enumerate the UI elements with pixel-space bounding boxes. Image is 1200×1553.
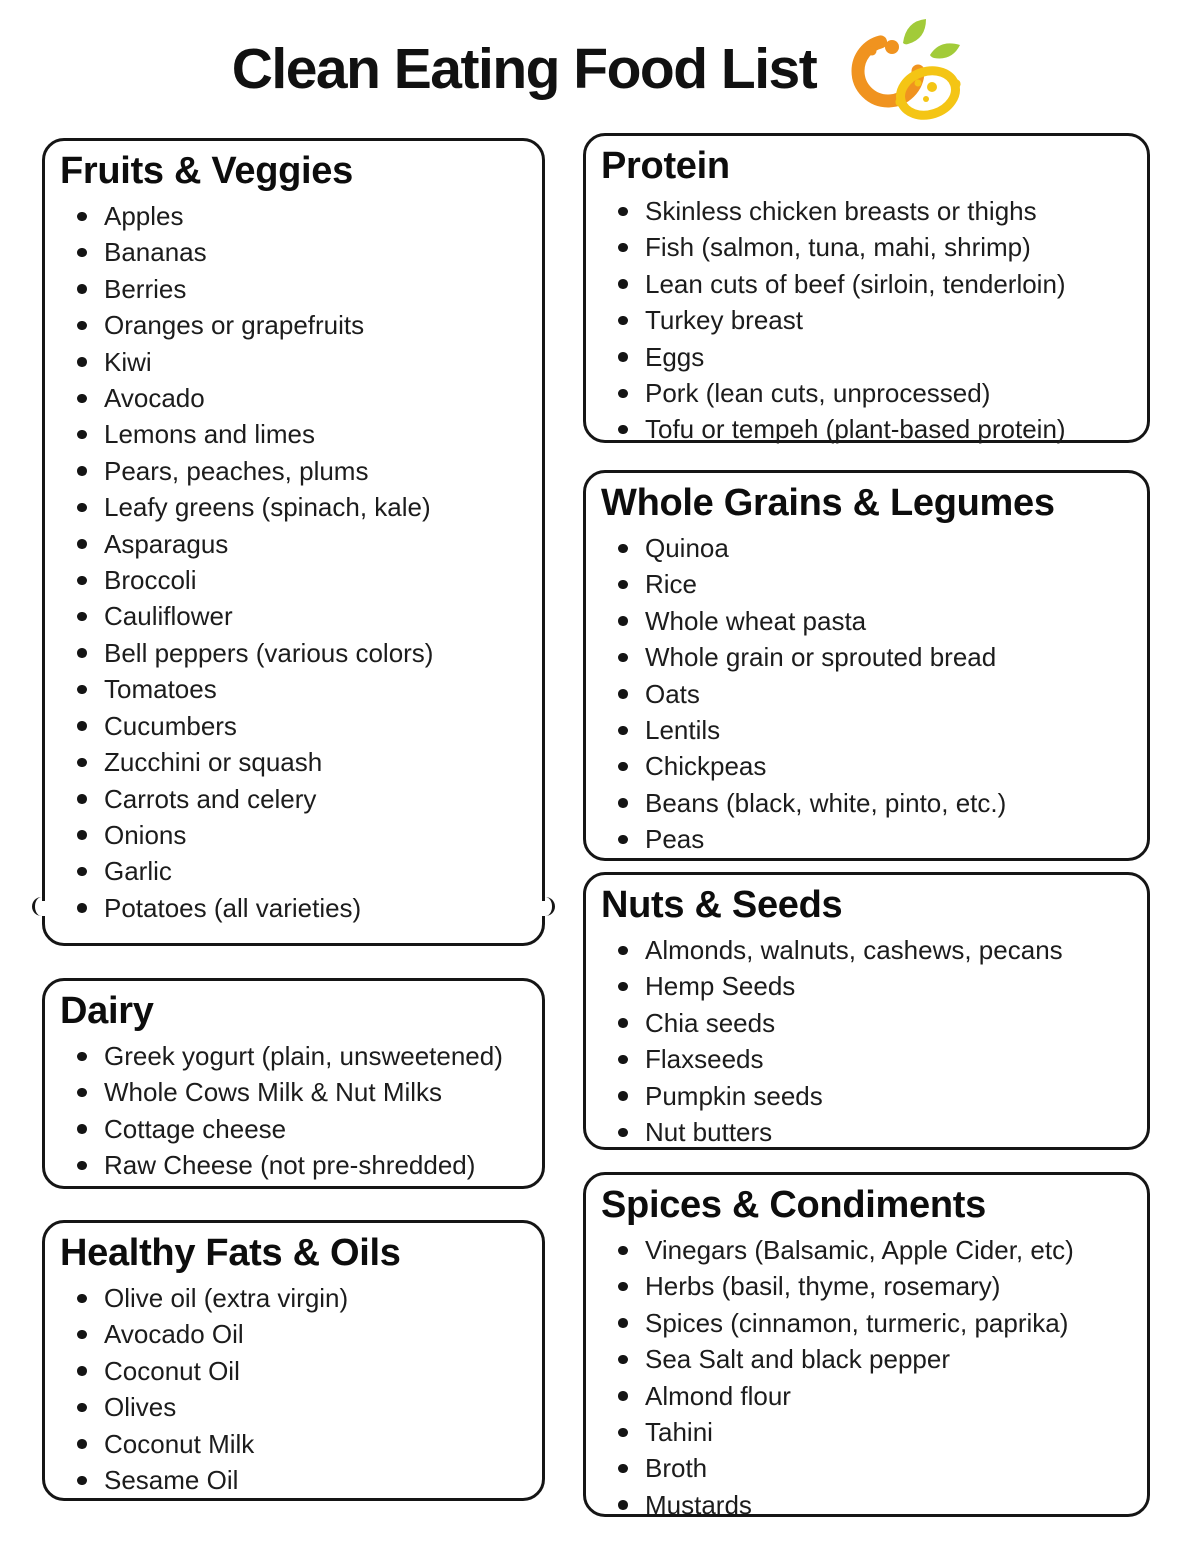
list-item: Onions bbox=[45, 817, 542, 853]
border-seam bbox=[32, 897, 46, 916]
food-list bbox=[586, 193, 1147, 448]
section-title: Fruits & Veggies bbox=[60, 150, 353, 192]
list-item: Chickpeas bbox=[586, 748, 1147, 784]
food-list bbox=[586, 1232, 1147, 1523]
orange-dot bbox=[885, 40, 899, 54]
list-item: Cucumbers bbox=[45, 708, 542, 744]
header bbox=[0, 14, 1200, 124]
food-list bbox=[586, 932, 1147, 1150]
lemon-dot bbox=[915, 80, 922, 87]
list-item: Oats bbox=[586, 676, 1147, 712]
list-item: Cottage cheese bbox=[45, 1111, 542, 1147]
list-item: Olives bbox=[45, 1389, 542, 1425]
list-item: Sea Salt and black pepper bbox=[586, 1341, 1147, 1377]
list-item: Lemons and limes bbox=[45, 416, 542, 452]
list-item: Hemp Seeds bbox=[586, 968, 1147, 1004]
list-item: Asparagus bbox=[45, 526, 542, 562]
list-item: Coconut Milk bbox=[45, 1426, 542, 1462]
list-item: Leafy greens (spinach, kale) bbox=[45, 489, 542, 525]
list-item: Coconut Oil bbox=[45, 1353, 542, 1389]
list-item: Oranges or grapefruits bbox=[45, 307, 542, 343]
section-title: Dairy bbox=[60, 990, 154, 1032]
list-item: Avocado bbox=[45, 380, 542, 416]
list-item: Cauliflower bbox=[45, 598, 542, 634]
list-item: Avocado Oil bbox=[45, 1316, 542, 1352]
border-seam bbox=[541, 897, 555, 916]
list-item: Vinegars (Balsamic, Apple Cider, etc) bbox=[586, 1232, 1147, 1268]
list-item: Olive oil (extra virgin) bbox=[45, 1280, 542, 1316]
list-item: Fish (salmon, tuna, mahi, shrimp) bbox=[586, 229, 1147, 265]
food-list bbox=[586, 530, 1147, 858]
list-item: Zucchini or squash bbox=[45, 744, 542, 780]
section-title: Healthy Fats & Oils bbox=[60, 1232, 401, 1274]
list-item: Berries bbox=[45, 271, 542, 307]
list-item: Chia seeds bbox=[586, 1005, 1147, 1041]
list-item: Raw Cheese (not pre-shredded) bbox=[45, 1147, 542, 1183]
list-item: Skinless chicken breasts or thighs bbox=[586, 193, 1147, 229]
list-item: Turkey breast bbox=[586, 302, 1147, 338]
list-item: Lean cuts of beef (sirloin, tenderloin) bbox=[586, 266, 1147, 302]
list-item: Almonds, walnuts, cashews, pecans bbox=[586, 932, 1147, 968]
section-card-spices-condiments bbox=[583, 1172, 1150, 1520]
list-item: Pork (lean cuts, unprocessed) bbox=[586, 375, 1147, 411]
list-item: Potatoes (all varieties) bbox=[45, 890, 542, 926]
list-item: Herbs (basil, thyme, rosemary) bbox=[586, 1268, 1147, 1304]
food-list bbox=[45, 1280, 542, 1498]
list-item: Quinoa bbox=[586, 530, 1147, 566]
citrus-logo-icon bbox=[846, 17, 968, 121]
list-item: Spices (cinnamon, turmeric, paprika) bbox=[586, 1305, 1147, 1341]
list-item: Lentils bbox=[586, 712, 1147, 748]
list-item: Whole grain or sprouted bread bbox=[586, 639, 1147, 675]
list-item: Whole wheat pasta bbox=[586, 603, 1147, 639]
list-item: Beans (black, white, pinto, etc.) bbox=[586, 785, 1147, 821]
section-card-healthy-fats-oils bbox=[42, 1220, 545, 1501]
list-item: Nut butters bbox=[586, 1114, 1147, 1150]
list-item: Apples bbox=[45, 198, 542, 234]
food-list bbox=[45, 198, 542, 926]
list-item: Tahini bbox=[586, 1414, 1147, 1450]
page-title: Clean Eating Food List bbox=[231, 37, 817, 101]
list-item: Peas bbox=[586, 821, 1147, 857]
list-item: Tomatoes bbox=[45, 671, 542, 707]
list-item: Flaxseeds bbox=[586, 1041, 1147, 1077]
list-item: Almond flour bbox=[586, 1378, 1147, 1414]
list-item: Broccoli bbox=[45, 562, 542, 598]
list-item: Whole Cows Milk & Nut Milks bbox=[45, 1074, 542, 1110]
food-list bbox=[45, 1038, 542, 1184]
list-item: Bell peppers (various colors) bbox=[45, 635, 542, 671]
leaf-icon bbox=[903, 19, 926, 44]
list-item: Kiwi bbox=[45, 344, 542, 380]
lemon-icon bbox=[895, 64, 962, 121]
list-item: Pears, peaches, plums bbox=[45, 453, 542, 489]
section-title: Whole Grains & Legumes bbox=[601, 482, 1055, 524]
list-item: Broth bbox=[586, 1450, 1147, 1486]
list-item: Garlic bbox=[45, 853, 542, 889]
section-card-whole-grains-legumes bbox=[583, 470, 1150, 861]
list-item: Pumpkin seeds bbox=[586, 1078, 1147, 1114]
section-card-protein bbox=[583, 133, 1150, 443]
section-card-dairy bbox=[42, 978, 545, 1189]
list-item: Mustards bbox=[586, 1487, 1147, 1523]
list-item: Tofu or tempeh (plant-based protein) bbox=[586, 411, 1147, 447]
list-item: Bananas bbox=[45, 234, 542, 270]
list-item: Sesame Oil bbox=[45, 1462, 542, 1498]
section-title: Spices & Condiments bbox=[601, 1184, 986, 1226]
section-title: Nuts & Seeds bbox=[601, 884, 843, 926]
lemon-dot bbox=[923, 96, 929, 102]
list-item: Greek yogurt (plain, unsweetened) bbox=[45, 1038, 542, 1074]
lemon-dot bbox=[927, 82, 937, 92]
list-item: Rice bbox=[586, 566, 1147, 602]
section-card-fruits-veggies bbox=[42, 138, 545, 946]
section-title: Protein bbox=[601, 145, 730, 187]
orange-dot bbox=[868, 47, 877, 56]
section-card-nuts-seeds bbox=[583, 872, 1150, 1150]
list-item: Carrots and celery bbox=[45, 781, 542, 817]
list-item: Eggs bbox=[586, 339, 1147, 375]
leaf-icon bbox=[930, 43, 960, 58]
